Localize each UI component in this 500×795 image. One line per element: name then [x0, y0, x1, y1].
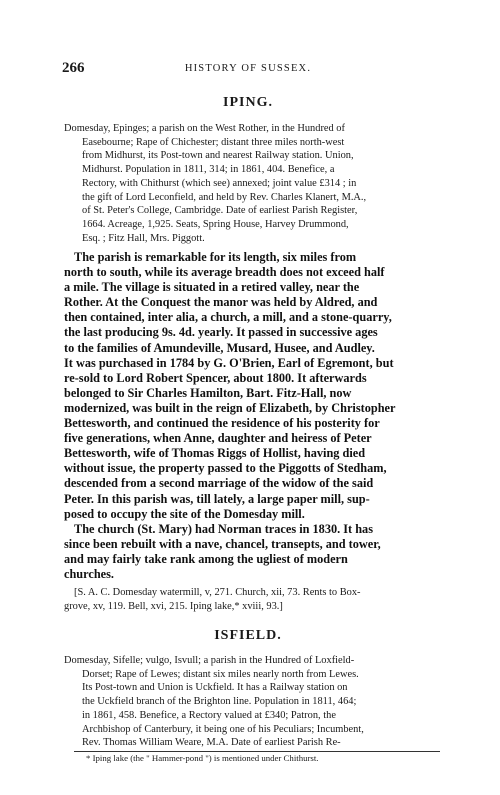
intro-line: of St. Peter's College, Cambridge. Date of earliest Parish Register,	[82, 205, 358, 217]
intro-line: in 1861, 458. Benefice, a Rectory valued at £340; Patron, the	[82, 709, 336, 721]
isfield-intro-paragraph	[64, 654, 432, 750]
body-line: Rother. At the Conquest the manor was held by Aldred, and	[64, 295, 378, 310]
running-title: HISTORY OF SUSSEX.	[184, 63, 312, 74]
reference-line: grove, xv, 119. Bell, xvi, 215. Iping lake,* xviii, 93.]	[64, 600, 283, 612]
body-line: then contained, inter alia, a church, a mill, and a stone-quarry,	[64, 310, 392, 325]
body-line: Bettesworth, and continued the residence of his posterity for	[64, 416, 380, 431]
body-line: without issue, the property passed to the Piggotts of Stedham,	[64, 461, 387, 476]
body-line: The church (St. Mary) had Norman traces in 1830. It has	[74, 521, 373, 536]
intro-line: Domesday, Epinges; a parish on the West Rother, in the Hundred of	[64, 123, 345, 134]
body-line: It was purchased in 1784 by G. O'Brien, Earl of Egremont, but	[64, 355, 394, 370]
intro-line: Easebourne; Rape of Chichester; distant three miles north-west	[82, 136, 345, 148]
iping-body-text	[64, 250, 432, 582]
intro-line: Archbishop of Canterbury, it being one of his Peculiars; Incumbent,	[82, 723, 364, 735]
iping-references	[64, 586, 432, 613]
intro-line: Esq. ; Fitz Hall, Mrs. Piggott.	[82, 232, 205, 244]
body-line: belonged to Sir Charles Hamilton, Bart. Fitz-Hall, now	[64, 385, 352, 400]
intro-line: Rev. Thomas William Weare, M.A. Date of earliest Parish Re-	[82, 737, 341, 749]
body-line: the last producing 9s. 4d. yearly. It passed in successive ages	[64, 325, 378, 340]
iping-intro-paragraph	[64, 122, 432, 245]
intro-line: Midhurst. Population in 1811, 314; in 1861, 404. Benefice, a	[82, 164, 335, 176]
body-line: re-sold to Lord Robert Spencer, about 1800. It afterwards	[64, 370, 367, 385]
intro-line: the gift of Lord Leconfield, and held by Rev. Charles Klanert, M.A.,	[82, 191, 367, 203]
reference-line: [S. A. C. Domesday watermill, v, 271. Church, xii, 73. Rents to Box-	[74, 587, 361, 598]
body-line: five generations, when Anne, daughter and heiress of Peter	[64, 431, 372, 446]
intro-line: 1664. Acreage, 1,925. Seats, Spring House, Harvey Drummond,	[82, 218, 349, 230]
body-line: descended from a second marriage of the widow of the said	[64, 476, 374, 491]
body-line: and may fairly take rank among the ugliest of modern	[64, 551, 348, 566]
body-line: Bettesworth, wife of Thomas Riggs of Hollist, having died	[64, 446, 366, 461]
intro-line: from Midhurst, its Post-town and nearest Railway station. Union,	[82, 150, 354, 162]
intro-line: Domesday, Sifelle; vulgo, Isvull; a parish in the Hundred of Loxfield-	[64, 655, 355, 666]
footnote-rule	[74, 751, 440, 752]
body-line: modernized, was built in the reign of Elizabeth, by Christopher	[64, 400, 396, 415]
intro-line: Rectory, with Chithurst (which see) annexed; joint value £314 ; in	[82, 177, 357, 189]
body-line: churches.	[64, 566, 114, 581]
body-line: a mile. The village is situated in a retired valley, near the	[64, 280, 360, 295]
body-line: north to south, while its average breadth does not exceed half	[64, 265, 385, 280]
body-line: Peter. In this parish was, till lately, a large paper mill, sup-	[64, 491, 370, 506]
body-line: since been rebuilt with a nave, chancel, transepts, and tower,	[64, 536, 381, 551]
intro-line: Dorset; Rape of Lewes; distant six miles nearly north from Lewes.	[82, 668, 359, 680]
body-line: posed to occupy the site of the Domesday mill.	[64, 506, 305, 521]
body-line: to the families of Amundeville, Musard, Husee, and Audley.	[64, 340, 375, 355]
section-heading-iping: IPING.	[223, 95, 273, 110]
intro-line: Its Post-town and Union is Uckfield. It has a Railway station on	[82, 682, 348, 694]
running-head	[62, 60, 434, 80]
page-number: 266	[62, 60, 85, 76]
footnote: * Iping lake (the " Hammer-pond ") is mentioned under Chithurst.	[86, 753, 319, 763]
intro-line: the Uckfield branch of the Brighton line. Population in 1811, 464;	[82, 696, 357, 708]
section-heading-isfield: ISFIELD.	[214, 628, 282, 643]
body-line: The parish is remarkable for its length, six miles from	[74, 250, 357, 264]
